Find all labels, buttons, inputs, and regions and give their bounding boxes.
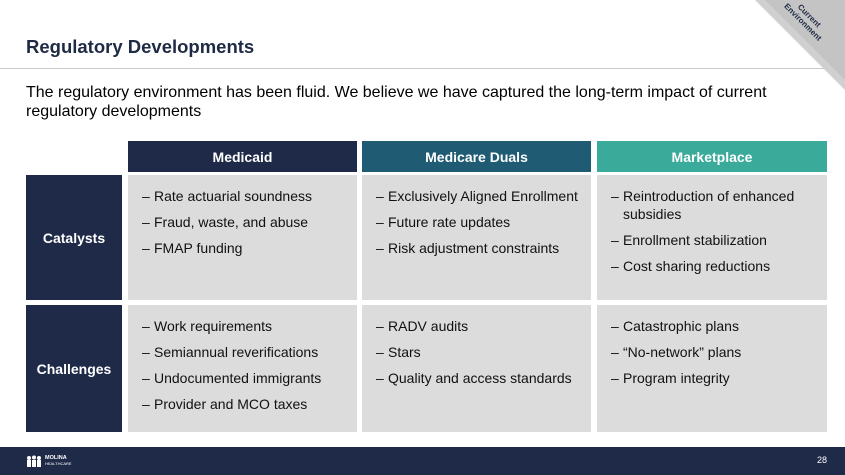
list-item: – “No-network” plans <box>611 343 817 361</box>
list-item: – Risk adjustment constraints <box>376 239 581 257</box>
list-item: – Reintroduction of enhanced subsidies <box>611 187 817 223</box>
cell-challenges-medicare-duals <box>362 305 591 432</box>
list-item: – Enrollment stabilization <box>611 231 817 249</box>
list-item: – Semiannual reverifications <box>142 343 347 361</box>
title-divider <box>0 68 845 69</box>
list-item: – Stars <box>376 343 581 361</box>
row-header-catalysts: Catalysts <box>26 175 122 300</box>
subtitle: The regulatory environment has been fluid. We believe we have captured the long-term impact of current regulatory developments <box>26 84 767 120</box>
list-item: – Exclusively Aligned Enrollment <box>376 187 581 205</box>
list-item: – RADV audits <box>376 317 581 335</box>
row-header-challenges: Challenges <box>26 305 122 432</box>
corner-label: Current Environment <box>782 1 824 43</box>
list-item: – Catastrophic plans <box>611 317 817 335</box>
cell-challenges-medicaid <box>128 305 357 432</box>
list-item: – Provider and MCO taxes <box>142 395 347 413</box>
list-item: – Future rate updates <box>376 213 581 231</box>
cell-challenges-marketplace <box>597 305 827 432</box>
list-item: – Cost sharing reductions <box>611 257 817 275</box>
cell-catalysts-medicaid <box>128 175 357 300</box>
logo-line2: HEALTHCARE <box>45 461 72 466</box>
people-logo-icon <box>26 455 42 467</box>
company-logo <box>26 454 72 468</box>
column-header-marketplace: Marketplace <box>597 141 827 172</box>
section-corner-tab <box>755 0 845 90</box>
list-item: – FMAP funding <box>142 239 347 257</box>
logo-line1: MOLINA <box>45 455 67 461</box>
column-header-medicare-duals: Medicare Duals <box>362 141 591 172</box>
list-item: – Work requirements <box>142 317 347 335</box>
list-item: – Program integrity <box>611 369 817 387</box>
cell-catalysts-marketplace <box>597 175 827 300</box>
list-item: – Fraud, waste, and abuse <box>142 213 347 231</box>
page-number: 28 <box>816 455 827 465</box>
cell-catalysts-medicare-duals <box>362 175 591 300</box>
list-item: – Undocumented immigrants <box>142 369 347 387</box>
list-item: – Quality and access standards <box>376 369 581 387</box>
column-header-medicaid: Medicaid <box>128 141 357 172</box>
page-title: Regulatory Developments <box>26 36 255 57</box>
footer-bar <box>0 447 845 475</box>
list-item: – Rate actuarial soundness <box>142 187 347 205</box>
